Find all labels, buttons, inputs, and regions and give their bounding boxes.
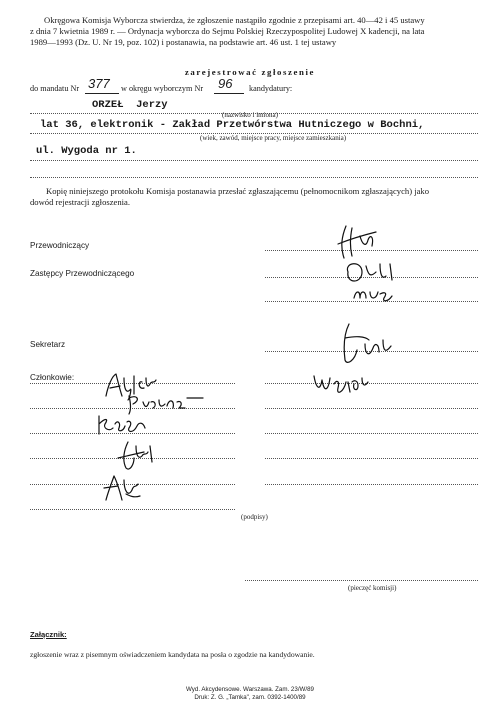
role-members: Członkowie:: [30, 373, 75, 382]
attachment-text: zgłoszenie wraz z pisemnym oświadczeniem kandydata na posła o zgodzie na kandydowanie.: [30, 650, 315, 659]
printer-line-2: Druk: Z. G. „Tamka", zam. 0392-1400/89: [194, 694, 306, 701]
signature-deputy-2-image: [350, 284, 395, 306]
printer-info: [0, 686, 500, 702]
printer-line-1: Wyd. Akcydensowe. Warszawa. Zam. 23/W/89: [186, 686, 314, 693]
candidate-address: ul. Wygoda nr 1.: [36, 145, 137, 157]
copy-note-line-2: dowód rejestracji zgłoszenia.: [30, 197, 130, 208]
heading: zarejestrować zgłoszenie: [184, 67, 316, 77]
sig-line-right-9: [265, 484, 478, 485]
mandate-suffix: kandydatury:: [249, 84, 293, 93]
signature-member-4-image: [108, 438, 158, 474]
signature-member-right-image: [310, 370, 370, 398]
role-secretary: Sekretarz: [30, 340, 66, 349]
candidate-details-caption: (wiek, zawód, miejsce pracy, miejsce zamieszkania): [200, 134, 347, 142]
candidate-details: lat 36, elektronik - Zakład Przetwórstwa Hutniczego w Bochni,: [40, 119, 425, 131]
sig-line-right-8: [265, 458, 478, 459]
copy-note-line-1: Kopię niniejszego protokołu Komisja postanawia przesłać zgłaszającemu (pełnomocnikom zgłaszających) jako: [46, 186, 430, 196]
intro-line-1: Okręgowa Komisja Wyborcza stwierdza, że zgłoszenie nastąpiło zgodnie z przepisami art. 40—42 i 45 ustawy: [44, 15, 425, 25]
district-number-underline: [214, 93, 244, 94]
signature-member-3-image: [93, 412, 148, 438]
stamp-caption: (pieczęć komisji): [348, 584, 397, 592]
sig-line-right-5: [265, 383, 478, 384]
stamp-line: [245, 580, 478, 581]
mandate-number: 377: [88, 76, 110, 91]
signature-chair-image: [330, 222, 390, 262]
signature-member-5-image: [100, 472, 145, 506]
candidate-name-caption: (nazwisko i imiona): [222, 111, 278, 119]
signature-secretary-image: [335, 320, 395, 368]
mandate-prefix: do mandatu Nr: [30, 84, 80, 93]
sig-line-left-6: [30, 509, 235, 510]
intro-line-3: 1989—1993 (Dz. U. Nr 19, poz. 102) i postanawia, na podstawie art. 46 ust. 1 tej ustawy: [30, 37, 337, 48]
signatures-caption: (podpisy): [241, 513, 268, 521]
copy-note: [30, 186, 480, 208]
blank-line: [30, 177, 478, 178]
mandate-middle: w okręgu wyborczym Nr: [121, 84, 204, 93]
role-chair: Przewodniczący: [30, 241, 90, 250]
attachment-label: Załącznik:: [30, 630, 67, 639]
intro-line-2: z dnia 7 kwietnia 1989 r. — Ordynacja wyborcza do Sejmu Polskiej Rzeczypospolitej Ludowej X kadencji, na lata: [30, 26, 425, 37]
candidate-address-line: [30, 160, 478, 161]
sig-line-right-6: [265, 408, 478, 409]
role-deputy: Zastępcy Przewodniczącego: [30, 269, 135, 278]
intro-paragraph: [30, 15, 480, 49]
candidate-name: ORZEŁ Jerzy: [92, 99, 168, 111]
mandate-number-underline: [85, 93, 119, 94]
district-number: 96: [218, 76, 233, 91]
sig-line-right-7: [265, 433, 478, 434]
